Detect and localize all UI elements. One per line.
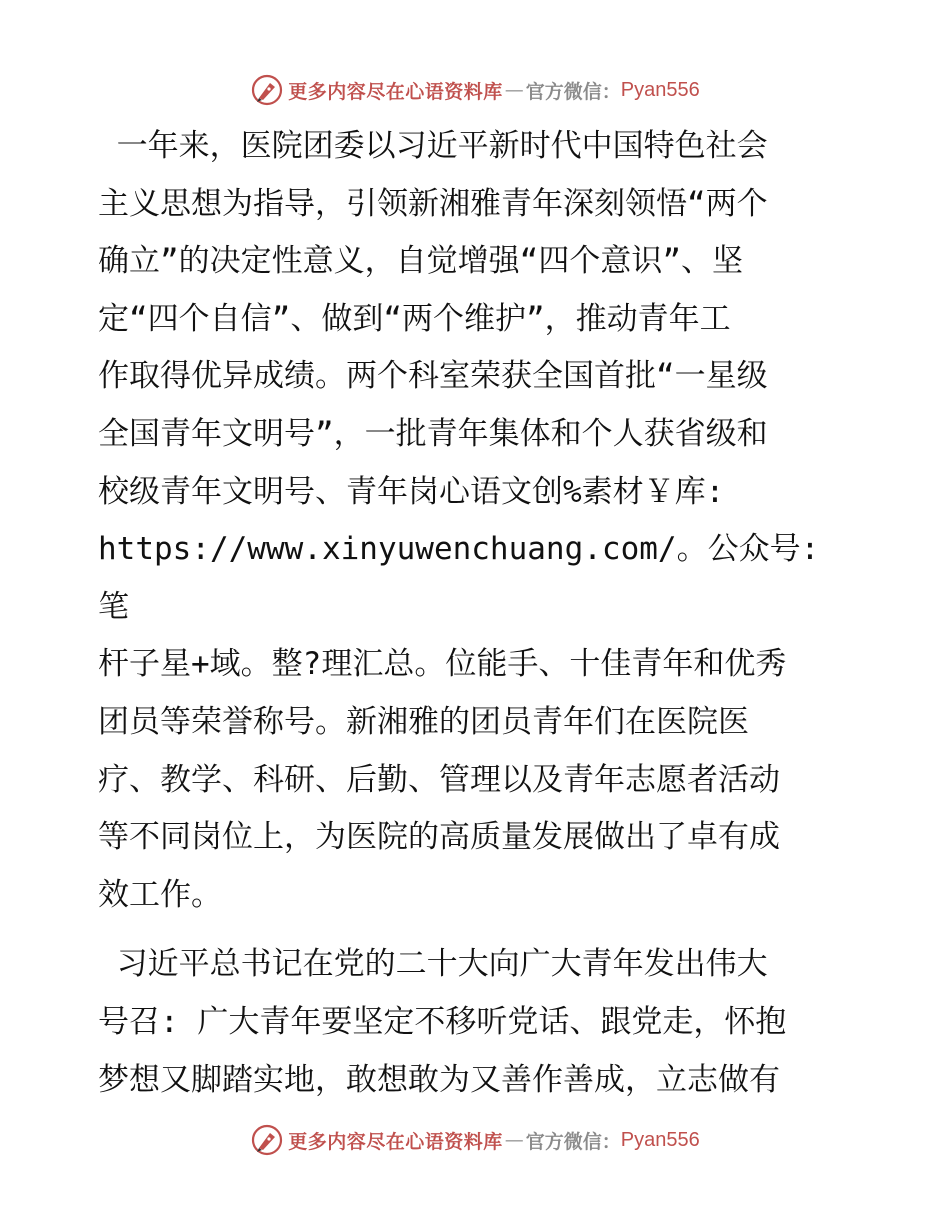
pen-nib-circle-icon — [250, 73, 284, 107]
text-line: https://www.xinyuwenchuang.com/。公众号: 笔 — [98, 531, 838, 625]
text-line: 号召: 广大青年要坚定不移听党话、跟党走，怀抱 — [98, 1003, 787, 1040]
watermark-wechat-id: Pyan556 — [620, 1128, 700, 1151]
text-line: 等不同岗位上，为医院的高质量发展做出了卓有成 — [98, 819, 780, 856]
watermark-dash: — — [504, 1129, 524, 1151]
pen-nib-circle-icon — [250, 1123, 284, 1157]
footer-watermark — [0, 1120, 950, 1160]
text-line: 梦想又脚踏实地，敢想敢为又善作善成，立志做有 — [98, 1061, 780, 1098]
text-line: 全国青年文明号”，一批青年集体和个人获省级和 — [98, 415, 768, 452]
watermark-dash: — — [504, 79, 524, 101]
text-line: 作取得优异成绩。两个科室荣获全国首批“一星级 — [98, 358, 768, 395]
document-body — [98, 118, 850, 1109]
text-line: 团员等荣誉称号。新湘雅的团员青年们在医院医 — [98, 703, 749, 740]
text-line: 确立”的决定性意义，自觉增强“四个意识”、坚 — [98, 243, 743, 280]
paragraph — [98, 118, 850, 924]
text-line: 一年来，医院团委以习近平新时代中国特色社会 — [98, 128, 768, 164]
text-line: 定“四个自信”、做到“两个维护”，推动青年工 — [98, 300, 731, 337]
watermark-slogan: 更多内容尽在心语资料库 — [288, 80, 503, 103]
text-line: 习近平总书记在党的二十大向广大青年发出伟大 — [98, 946, 768, 983]
text-line: 校级青年文明号、青年岗心语文创%素材￥库: — [98, 473, 725, 510]
text-line: 疗、教学、科研、后勤、管理以及青年志愿者活动 — [98, 761, 780, 798]
watermark-wechat-id: Pyan556 — [620, 78, 700, 101]
paragraph — [98, 936, 850, 1109]
watermark-slogan: 更多内容尽在心语资料库 — [288, 1130, 503, 1153]
text-line: 效工作。 — [98, 876, 222, 913]
watermark-wechat-label: 官方微信： — [525, 1130, 621, 1153]
text-line: 杆子星+域。整?理汇总。位能手、十佳青年和优秀 — [98, 646, 787, 683]
watermark-wechat-label: 官方微信： — [525, 80, 621, 103]
text-line: 主义思想为指导，引领新湘雅青年深刻领悟“两个 — [98, 185, 768, 222]
header-watermark — [0, 70, 950, 110]
